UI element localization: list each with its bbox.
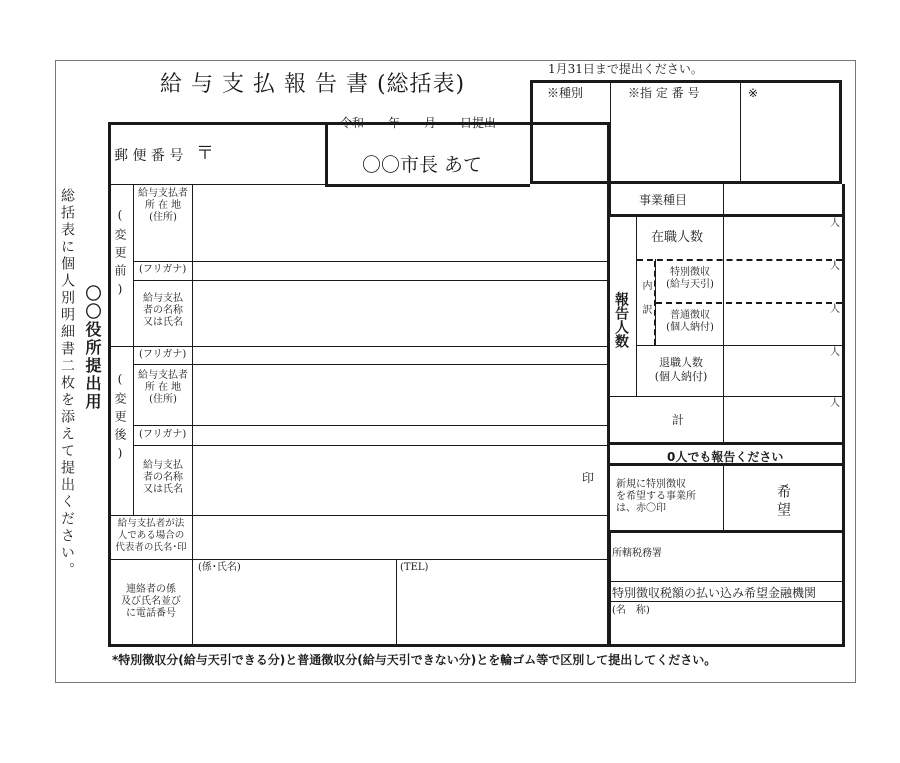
- before-furigana-label: (フリガナ): [139, 264, 187, 275]
- before-name-input[interactable]: [194, 282, 608, 344]
- retired-staff-label: 退職人数 (個人納付): [654, 356, 708, 383]
- current-staff-label: 在職人数: [651, 230, 704, 245]
- business-type-label: 事業種目: [639, 193, 688, 207]
- after-change-label: (変更後): [113, 372, 127, 466]
- addressee: 〇〇市長 あて: [362, 154, 483, 176]
- person-unit-4: 人: [830, 347, 840, 358]
- after-furigana-label-1: (フリガナ): [139, 349, 187, 360]
- mark-label: ※: [748, 86, 759, 100]
- contact-dept-label: (係･氏名): [198, 562, 241, 573]
- normal-collection-input[interactable]: [725, 305, 840, 343]
- person-unit-2: 人: [830, 261, 840, 272]
- retired-staff-input[interactable]: [725, 347, 840, 394]
- before-change-label: (変更前): [113, 208, 127, 302]
- after-furigana-input-1[interactable]: [194, 348, 608, 363]
- special-collection-input[interactable]: [725, 262, 840, 300]
- person-unit-1: 人: [830, 218, 840, 229]
- special-collection-label: 特別徴収 (給与天引): [666, 267, 714, 290]
- current-staff-input[interactable]: [725, 217, 840, 257]
- type-label: ※種別: [547, 86, 584, 100]
- after-address-input[interactable]: [194, 366, 608, 424]
- person-unit-3: 人: [830, 304, 840, 315]
- after-furigana-input-2[interactable]: [194, 427, 608, 444]
- total-input[interactable]: [725, 398, 840, 442]
- number-label: ※指 定 番 号: [628, 86, 700, 100]
- after-address-label: 給与支払者 所 在 地 (住所): [138, 370, 188, 405]
- postal-code-input[interactable]: [218, 140, 318, 178]
- wish-checkbox[interactable]: 希望: [775, 484, 791, 520]
- footer-note: *特別徴収分(給与天引できる分)と普通徴収分(給与天引できない分)とを輪ゴム等で区別して提出してください。: [112, 653, 717, 667]
- contact-name-input[interactable]: [194, 575, 394, 642]
- postal-mark: 〒: [196, 143, 214, 164]
- representative-input[interactable]: [194, 517, 608, 557]
- tax-office-label: 所轄税務署: [612, 548, 662, 559]
- contact-label: 連絡者の係 及び氏名並び に電話番号: [121, 584, 181, 619]
- total-label: 計: [672, 413, 685, 427]
- normal-collection-label: 普通徴収 (個人納付): [666, 310, 714, 333]
- attach-note: 総括表に個人別明細書二枚を添えて提出ください。: [59, 188, 75, 579]
- bank-name-input[interactable]: [612, 604, 840, 642]
- contact-tel-input[interactable]: [398, 575, 608, 642]
- representative-label: 給与支払者が法 人である場合の 代表者の氏名･印: [115, 518, 187, 553]
- breakdown-label: 内訳: [640, 280, 651, 328]
- before-name-label: 給与支払 者の名称 又は氏名: [143, 293, 183, 328]
- postal-label: 郵 便 番 号: [114, 148, 184, 164]
- contact-tel-label: (TEL): [400, 562, 429, 573]
- tax-office-input[interactable]: [612, 535, 840, 580]
- after-name-input[interactable]: [194, 447, 608, 514]
- new-special-label: 新規に特別徴収 を希望する事業所 は、赤〇印: [616, 479, 696, 514]
- after-furigana-label-2: (フリガナ): [139, 429, 187, 440]
- bank-name-label: (名 称): [612, 605, 650, 616]
- before-address-input[interactable]: [194, 187, 608, 259]
- report-count-label: 報告人数: [613, 292, 629, 348]
- bank-label: 特別徴収税額の払い込み希望金融機関: [612, 586, 817, 600]
- business-type-input[interactable]: [725, 186, 840, 213]
- before-address-label: 給与支払者 所 在 地 (住所): [138, 188, 188, 223]
- before-furigana-input[interactable]: [194, 263, 608, 279]
- zero-notice: 0人でも報告ください: [667, 450, 784, 464]
- office-use-label: 〇〇役所提出用: [83, 285, 102, 411]
- seal-mark: 印: [582, 471, 595, 485]
- date-line: 令和 年 月 日提出: [340, 116, 497, 130]
- deadline-note: 1月31日まで提出ください。: [548, 62, 703, 76]
- after-name-label: 給与支払 者の名称 又は氏名: [143, 460, 183, 495]
- person-unit-5: 人: [830, 398, 840, 409]
- form-title: 給 与 支 払 報 告 書 (総括表): [160, 72, 466, 97]
